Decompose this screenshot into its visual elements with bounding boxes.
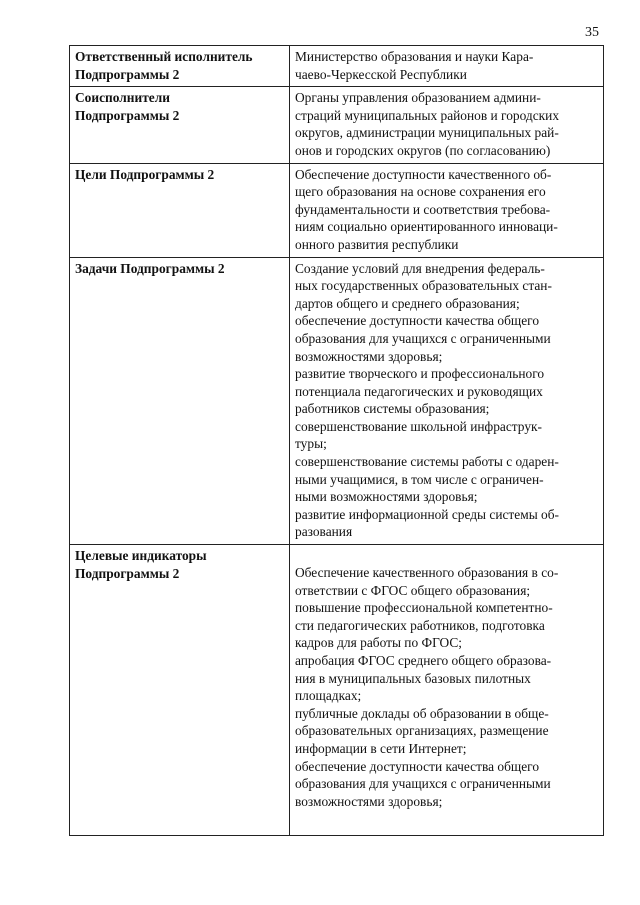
row-value [290, 257, 604, 545]
row-label [70, 46, 290, 87]
label-line: Соисполнители [75, 90, 170, 106]
value-line: ответствии с ФГОС общего образования; [295, 582, 531, 598]
value-line: обеспечение доступности качества общего [295, 313, 540, 329]
value-line: кадров для работы по ФГОС; [295, 635, 462, 651]
value-line: онов и городских округов (по согласованию) [295, 142, 551, 158]
value-line: щего образования на основе сохранения его [295, 184, 546, 200]
value-line: дартов общего и среднего образования; [295, 295, 520, 311]
label-line: Ответственный исполнитель [75, 49, 253, 64]
value-line: информации в сети Интернет; [295, 740, 467, 756]
value-line: развитие информационной среды системы об- [295, 506, 560, 522]
value-line: ных государственных образовательных стан- [295, 278, 552, 294]
value-line: апробация ФГОС среднего общего образова- [295, 653, 552, 668]
value-line: площадках; [295, 688, 362, 704]
value-line: обеспечение доступности качества общего [295, 758, 540, 774]
value-line: образовательных организациях, размещение [295, 723, 549, 739]
value-line: чаево-Черкесской Республики [295, 66, 467, 82]
row-label [70, 87, 290, 163]
label-line: Целевые индикаторы [75, 548, 207, 564]
value-line: туры; [295, 436, 327, 452]
value-line: образования для учащихся с ограниченными [295, 330, 551, 346]
table-row-coexecutors [70, 87, 604, 163]
label-line: Цели Подпрограммы 2 [75, 166, 215, 182]
value-line: публичные доклады об образовании в обще- [295, 705, 549, 721]
row-value [290, 163, 604, 257]
value-line: образования для учащихся с ограниченными [295, 776, 551, 792]
value-line: ными учащимися, в том числе с ограничен- [295, 471, 544, 487]
value-line: Органы управления образованием админи- [295, 90, 541, 106]
row-value [290, 87, 604, 163]
value-line: онного развития республики [295, 236, 459, 252]
value-line: округов, администрации муниципальных рай- [295, 125, 559, 141]
page-number: 35 [585, 25, 599, 40]
value-line: Министерство образования и науки Кара- [295, 49, 534, 64]
table-row-indicators [70, 545, 604, 836]
table-row-tasks [70, 257, 604, 545]
table-row-goals [70, 163, 604, 257]
value-line: ниям социально ориентированного инноваци- [295, 219, 558, 235]
table-row-executor [70, 46, 604, 87]
value-line: ния в муниципальных базовых пилотных [295, 670, 531, 686]
value-line: развитие творческого и профессионального [295, 366, 545, 382]
value-line: работников системы образования; [295, 401, 490, 417]
value-line: Обеспечение качественного образования в со- [295, 565, 559, 581]
row-label [70, 545, 290, 836]
value-line: совершенствование школьной инфраструк- [295, 418, 542, 434]
row-label [70, 163, 290, 257]
label-line: Подпрограммы 2 [75, 565, 180, 581]
value-line: возможностями здоровья; [295, 348, 443, 364]
value-line: Создание условий для внедрения федераль- [295, 260, 545, 276]
value-line: повышение профессиональной компетентно- [295, 600, 553, 616]
value-line: разования [295, 524, 353, 540]
label-line: Подпрограммы 2 [75, 66, 180, 82]
value-line: страций муниципальных районов и городских [295, 107, 560, 123]
subprogram-passport-table [69, 45, 604, 836]
value-line: сти педагогических работников, подготовка [295, 617, 545, 633]
label-line: Подпрограммы 2 [75, 107, 180, 123]
row-label [70, 257, 290, 545]
value-line: ными возможностями здоровья; [295, 489, 478, 505]
value-line: потенциала педагогических и руководящих [295, 383, 543, 399]
value-line: Обеспечение доступности качественного об- [295, 166, 552, 182]
value-line: совершенствование системы работы с одарен- [295, 454, 559, 470]
value-line: фундаментальности и соответствия требова- [295, 201, 551, 217]
row-value [290, 46, 604, 87]
row-value [290, 545, 604, 836]
value-line: возможностями здоровья; [295, 793, 443, 809]
label-line: Задачи Подпрограммы 2 [75, 260, 225, 276]
